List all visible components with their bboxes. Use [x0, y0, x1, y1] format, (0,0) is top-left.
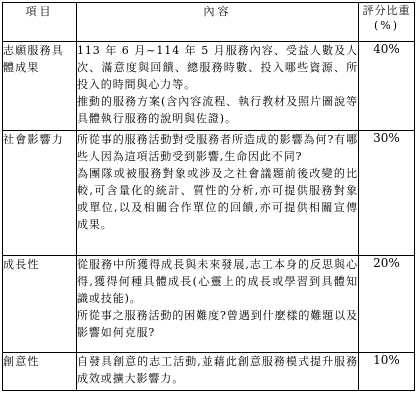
row-content [77, 131, 359, 256]
row-content [77, 256, 359, 353]
header-item: 項目 [3, 3, 77, 42]
content-paragraph: 推動的服務方案(含內容流程、執行教材及照片圖說等具體執行服務的說明與佐證)。 [77, 95, 358, 125]
table-row [3, 42, 415, 131]
header-content: 內容 [77, 3, 359, 42]
header-weight-label: 評分比重 [362, 4, 411, 17]
table-header-row [3, 3, 415, 42]
content-paragraph: 為團隊或被服務對象或涉及之社會議題前後改變的比較,可含量化的統計、質性的分析,亦可提供服務對象或單位,以及相關合作單位的回饋,亦可提供相關宣傳成果。 [77, 167, 358, 231]
content-paragraph: 自發具創意的志工活動,並藉此創意服務模式提升服務成效或擴大影響力。 [77, 355, 358, 385]
row-content [77, 42, 359, 131]
header-weight [359, 3, 415, 42]
scoring-criteria-table [2, 2, 415, 391]
table-row [3, 353, 415, 391]
content-paragraph: 從服務中所獲得成長與未來發展,志工本身的反思與心得,獲得何種具體成長(心靈上的成長或學習到具體知識或技能)。 [77, 258, 358, 305]
row-weight: 40% [359, 42, 415, 131]
content-paragraph: 所從事的服務活動對受服務者所造成的影響為何?有哪些人因為這項活動受到影響,生命因此不同? [77, 133, 358, 163]
table-row [3, 131, 415, 256]
row-content [77, 353, 359, 391]
table-row [3, 256, 415, 353]
row-weight: 20% [359, 256, 415, 353]
row-item: 成長性 [3, 256, 77, 353]
row-item: 創意性 [3, 353, 77, 391]
row-item: 志願服務具體成果 [3, 42, 77, 131]
content-paragraph: 113 年 6 月~114 年 5 月服務內容、受益人數及人次、滿意度與回饋、總服務時數、投入哪些資源、所投入的時間與心力等。 [77, 44, 358, 91]
row-item: 社會影響力 [3, 131, 77, 256]
row-weight: 10% [359, 353, 415, 391]
header-weight-unit: (%) [373, 19, 400, 32]
row-weight: 30% [359, 131, 415, 256]
content-paragraph: 所從事之服務活動的困難度?曾遇到什麼樣的難題以及影響如何克服? [77, 309, 358, 339]
